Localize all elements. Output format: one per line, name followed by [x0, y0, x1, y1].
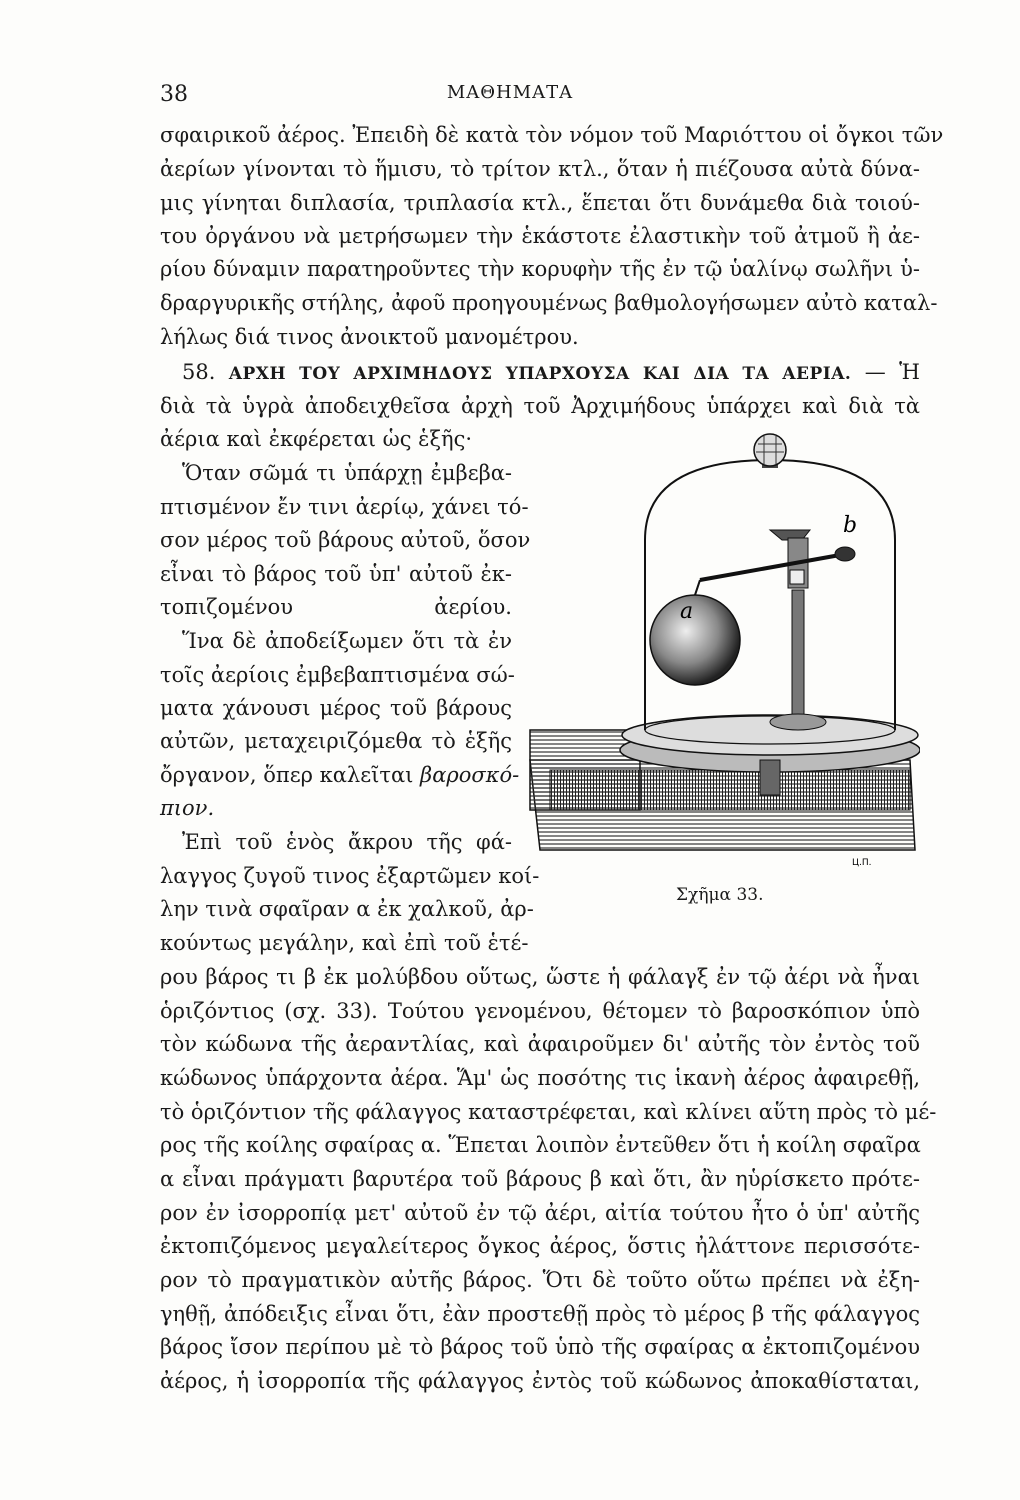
text-line: ἐκτοπιζόμενος μεγαλείτερος ὄγκος ἀέρος, ὅστις ἠλάττονε περισσότε-: [160, 1234, 920, 1258]
text-line: βάρος ἴσον περίπου μὲ τὸ βάρος τοῦ ὑπὸ τῆς σφαίρας α ἐκτοπιζομένου: [160, 1335, 920, 1359]
text-line: κούντως μεγάλην, καὶ ἐπὶ τοῦ ἑτέ-: [160, 931, 529, 955]
term-baroscope: βαροσκό-: [420, 763, 520, 787]
text-line: [160, 758, 520, 792]
text-line: τὸ ὁριζόντιον τῆς φάλαγγος καταστρέφεται, καὶ κλίνει αὕτη πρὸς τὸ μέ-: [160, 1100, 937, 1124]
section-number: 58.: [182, 360, 216, 384]
hollow-sphere: [650, 595, 740, 685]
text-line: ρον τὸ πραγματικὸν αὐτῆς βάρος. Ὅτι δὲ τοῦτο οὕτω πρέπει νὰ ἐξη-: [160, 1268, 920, 1292]
text-line: κώδωνος ὑπάρχοντα ἀέρα. Ἅμ' ὡς ποσότης τις ἱκανὴ ἀέρος ἀφαιρεθῇ,: [160, 1066, 920, 1090]
term-baroscope-end: πιον.: [160, 796, 215, 820]
running-title: ΜΑΘΗΜΑΤΑ: [446, 82, 574, 103]
text-line: ἀερίων γίνονται τὸ ἥμισυ, τὸ τρίτον κτλ., ὅταν ἡ πιέζουσα αὐτὰ δύνα-: [160, 157, 920, 181]
jar-knob: [754, 434, 786, 468]
text-line: ρος τῆς κοίλης σφαίρας α. Ἕπεται λοιπὸν ἐντεῦθεν ὅτι ἡ κοίλη σφαῖρα: [160, 1133, 921, 1157]
figure-caption: Σχῆμα 33.: [676, 885, 764, 905]
principle-line: πτισμένον ἔν τινι ἀερίῳ, χάνει τό-: [160, 495, 529, 519]
text-line: γηθῇ, ἀπόδειξις εἶναι ὅτι, ἐὰν προστεθῇ πρὸς τὸ μέρος β τῆς φάλαγγος: [160, 1302, 920, 1326]
text-line: α εἶναι πράγματι βαρυτέρα τοῦ βάρους β καὶ ὅτι, ἂν ηὑρίσκετο πρότε-: [160, 1167, 920, 1191]
text-line: ὁριζόντιος (σχ. 33). Τούτου γενομένου, θέτομεν τὸ βαροσκόπιον ὑπὸ: [160, 999, 920, 1023]
text-line: τὸν κώδωνα τῆς ἀεραντλίας, καὶ ἀφαιροῦμεν δι' αὐτῆς τὸν ἐντὸς τοῦ: [160, 1032, 920, 1056]
text-line: αὐτῶν, μεταχειριζόμεθα τὸ ἑξῆς: [160, 729, 512, 753]
text-line: ρίου δύναμιν παρατηροῦντες τὴν κορυφὴν τῆς ἐν τῷ ὑαλίνῳ σωλῆνι ὑ-: [160, 257, 920, 281]
section-title: ΑΡΧΗ ΤΟΥ ΑΡΧΙΜΗΔΟΥΣ ΥΠΑΡΧΟΥΣΑ ΚΑΙ ΔΙΑ ΤΑ ΑΕΡΙΑ.: [228, 364, 852, 384]
text-line: του ὀργάνου νὰ μετρήσωμεν τὴν ἑκάστοτε ἐλαστικὴν τοῦ ἀτμοῦ ἢ ἀε-: [160, 224, 920, 248]
section-title-tail: — Ἡ: [864, 360, 920, 384]
engraver-signature: Ц.П.: [852, 858, 872, 868]
text-line: Ἵνα δὲ ἀποδείξωμεν ὅτι τὰ ἐν: [182, 629, 512, 653]
text-line: δραργυρικῆς στήλης, ἀφοῦ προηγουμένως βαθμολογήσωμεν αὐτὸ καταλ-: [160, 291, 938, 315]
principle-line: εἶναι τὸ βάρος τοῦ ὑπ' αὐτοῦ ἐκ-: [160, 562, 512, 586]
text-fragment: ὄργανον, ὅπερ καλεῖται: [160, 763, 414, 787]
text-line: διὰ τὰ ὑγρὰ ἀποδειχθεῖσα ἀρχὴ τοῦ Ἀρχιμήδους ὑπάρχει καὶ διὰ τὰ: [160, 394, 920, 418]
principle-line: σον μέρος τοῦ βάρους αὐτοῦ, ὅσον: [160, 528, 531, 552]
text-line: ρου βάρος τι β ἐκ μολύβδου οὕτως, ὥστε ἡ φάλαγξ ἐν τῷ ἀέρι νὰ ἦναι: [160, 965, 920, 989]
text-line: λήλως διά τινος ἀνοικτοῦ μανομέτρου.: [160, 325, 579, 349]
text-line: Ἐπὶ τοῦ ἑνὸς ἄκρου τῆς φά-: [182, 830, 512, 854]
text-line: μις γίνηται διπλασία, τριπλασία κτλ., ἕπεται ὅτι δυνάμεθα διὰ τοιού-: [160, 191, 920, 215]
text-line: λαγγος ζυγοῦ τινος ἐξαρτῶμεν κοί-: [160, 864, 540, 888]
weight-label: b: [843, 513, 858, 538]
text-line: ρον ἐν ἰσορροπίᾳ μετ' αὐτοῦ ἐν τῷ ἀέρι, αἰτία τούτου ἦτο ὁ ὑπ' αὐτῆς: [160, 1201, 920, 1225]
text-line: [160, 791, 512, 825]
principle-line: τοπιζομένου ἀερίου.: [160, 595, 512, 619]
text-line: λην τινὰ σφαῖραν α ἐκ χαλκοῦ, ἀρ-: [160, 897, 534, 921]
baroscope-figure: [520, 430, 920, 870]
text-line: σφαιρικοῦ ἀέρος. Ἐπειδὴ δὲ κατὰ τὸν νόμον τοῦ Μαριόττου οἱ ὄγκοι τῶν: [160, 123, 944, 147]
text-line: ματα χάνουσι μέρος τοῦ βάρους: [160, 696, 512, 720]
section-heading: [182, 355, 920, 391]
bell-jar: [645, 460, 895, 730]
sphere-label: a: [680, 599, 694, 624]
text-line: ἀέρος, ἡ ἰσορροπία τῆς φάλαγγος ἐντὸς τοῦ κώδωνος ἀποκαθίσταται,: [160, 1369, 920, 1393]
text-line: ἀέρια καὶ ἐκφέρεται ὡς ἑξῆς·: [160, 427, 473, 451]
balance-beam: [695, 547, 855, 595]
text-line: τοῖς ἀερίοις ἐμβεβαπτισμένα σώ-: [160, 663, 515, 687]
principle-line: Ὅταν σῶμά τι ὑπάρχῃ ἐμβεβα-: [182, 461, 512, 485]
page-number: 38: [160, 82, 188, 107]
